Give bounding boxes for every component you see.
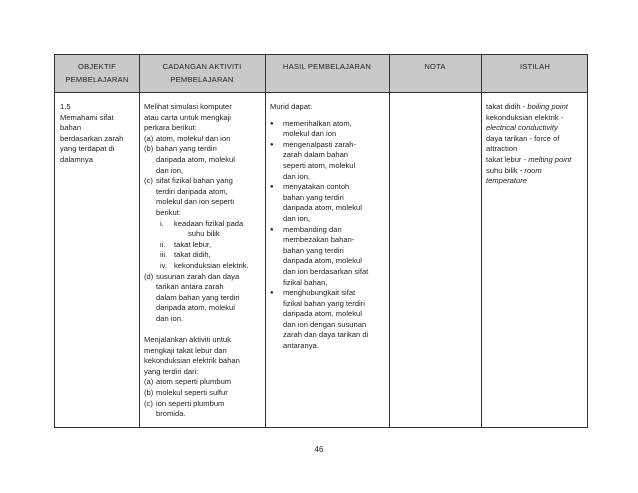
activity-intro: Melihat simulasi komputer — [144, 102, 232, 111]
objective-text: Memahami sifat — [60, 112, 114, 122]
header-objektif-line2: PEMBELAJARAN — [65, 75, 129, 84]
term-translation: boiling point — [527, 102, 568, 111]
term-text: daya tarikan - force of — [486, 133, 560, 143]
column-divider — [265, 55, 266, 427]
list-marker: (d) — [144, 271, 154, 281]
list-text: dan ion. — [156, 313, 184, 323]
bullet-icon: ● — [270, 184, 274, 191]
list-text: takat didih, — [174, 250, 211, 260]
list-marker: (b) — [144, 388, 154, 398]
objective-number: 1.5 — [60, 102, 71, 111]
list-text: dalam bahan yang terdiri — [156, 292, 240, 302]
list-text: zarah dan daya tarikan di — [283, 330, 369, 340]
list-text: terdiri daripada atom, — [156, 186, 228, 196]
list-item — [270, 182, 388, 224]
bullet-icon: ● — [270, 226, 274, 233]
list-item — [270, 140, 388, 182]
list-text: sifat fizikal bahan yang — [156, 176, 233, 186]
istilah-cell — [486, 102, 588, 187]
list-text: membanding dan — [283, 224, 342, 234]
table-header-row — [55, 55, 587, 93]
list-text: daripada atom, molekul — [156, 303, 235, 313]
header-cadangan-line2: PEMBELAJARAN — [170, 75, 234, 84]
bullet-icon: ● — [270, 290, 274, 297]
list-text: susunan zarah dan daya — [156, 271, 240, 281]
bullet-icon: ● — [270, 141, 274, 148]
list-item — [156, 219, 264, 240]
list-marker: (b) — [144, 144, 154, 154]
term-translation: room — [524, 165, 542, 175]
list-item — [156, 240, 264, 251]
list-item — [144, 272, 264, 325]
list-marker: iii. — [160, 250, 168, 260]
list-text: atom, molekul dan ion — [156, 133, 231, 143]
hasil-cell — [270, 102, 388, 352]
activity-list — [144, 377, 264, 419]
activity-intro: mengkaji takat lebur dan — [144, 345, 227, 355]
list-text: bahan yang terdiri — [283, 192, 344, 202]
term-line — [486, 166, 588, 177]
header-hasil: HASIL PEMBELAJARAN — [282, 62, 372, 71]
objective-text: dalamnya — [60, 154, 93, 164]
activity-intro: perkara berikut: — [144, 123, 197, 133]
list-item — [144, 134, 264, 145]
list-text: kekonduksian elektrik. — [174, 260, 249, 270]
cadangan-cell — [144, 102, 264, 420]
activity-intro: atau carta untuk mengkaji — [144, 112, 231, 122]
objective-text: bahan — [60, 123, 82, 133]
list-text: suhu bilik — [188, 229, 220, 239]
term-translation: attraction — [486, 144, 518, 154]
list-text: daripada atom, molekul — [156, 154, 235, 164]
list-text: zarah dalam bahan — [283, 150, 349, 160]
list-text: daripada atom, molekul — [283, 256, 362, 266]
list-item — [144, 176, 264, 271]
list-text: dan ion, — [156, 165, 184, 175]
list-item — [144, 399, 264, 420]
bullet-icon: ● — [270, 120, 274, 127]
activity-intro: kekonduksian elektrik bahan — [144, 356, 240, 366]
list-text: daripada atom, molekul — [283, 203, 362, 213]
term-line — [486, 155, 588, 166]
list-text: bahan yang terdiri — [283, 245, 344, 255]
list-text: menghubungkait sifat — [283, 288, 356, 298]
list-text: dan ion, — [283, 213, 311, 223]
list-marker: (a) — [144, 377, 154, 387]
term-text: takat lebur - — [486, 154, 529, 164]
list-item — [144, 388, 264, 399]
list-text: molekul dan ion — [283, 129, 337, 139]
list-text: ion seperti plumbum — [156, 398, 225, 408]
header-cadangan-line1: CADANGAN AKTIVITI — [162, 62, 242, 71]
list-text: bahan yang terdiri — [156, 144, 217, 154]
list-text: berikut: — [156, 207, 181, 217]
objective-text: yang terdapat di — [60, 144, 115, 154]
list-text: takat lebur, — [174, 239, 212, 249]
term-translation: electrical conductivity — [486, 123, 558, 133]
activity-intro: yang terdiri dari: — [144, 366, 199, 376]
list-text: memerihalkan atom, — [283, 118, 352, 128]
header-objektif-line1: OBJEKTIF — [78, 62, 116, 71]
list-text: seperti atom, molekul — [283, 160, 356, 170]
spacer — [144, 324, 264, 335]
term-text: takat didih - — [486, 102, 528, 111]
header-objektif — [55, 60, 139, 86]
list-marker: iv. — [160, 260, 168, 270]
term-translation: melting point — [528, 154, 572, 164]
list-marker: i. — [160, 218, 164, 228]
list-marker: (c) — [144, 176, 153, 186]
column-divider — [481, 55, 482, 427]
list-text: dan ion berdasarkan sifat — [283, 266, 369, 276]
list-item — [270, 225, 388, 289]
page-number: 46 — [314, 445, 324, 454]
term-line — [486, 102, 588, 113]
term-text: suhu bilik - — [486, 165, 525, 175]
list-text: fizikal bahan yang terdiri — [283, 298, 365, 308]
list-marker: ii. — [160, 239, 166, 249]
list-item — [144, 377, 264, 388]
list-item — [156, 250, 264, 261]
outcome-intro: Murid dapat: — [270, 102, 313, 111]
list-text: tarikan antara zarah — [156, 282, 224, 292]
objective-text: berdasarkan zarah — [60, 133, 124, 143]
list-text: dan ion, — [283, 171, 311, 181]
list-text: fizikal bahan, — [283, 277, 328, 287]
list-text: molekul seperti sulfur — [156, 388, 228, 398]
list-text: membezakan bahan- — [283, 235, 355, 245]
list-item — [270, 119, 388, 140]
list-text: keadaan fizikal pada — [174, 218, 244, 228]
list-text: daripada atom, molekul — [283, 309, 362, 319]
sub-list — [156, 219, 264, 272]
list-marker: (a) — [144, 133, 154, 143]
header-istilah: ISTILAH — [519, 62, 551, 71]
list-text: mengenalpasti zarah- — [283, 139, 357, 149]
term-text: kekonduksian elektrik - — [486, 112, 564, 122]
list-text: menyatakan contoh — [283, 182, 350, 192]
objektif-cell — [60, 102, 138, 166]
list-text: dan ion dengan susunan — [283, 319, 367, 329]
list-text: bromida. — [156, 409, 186, 419]
activity-intro: Menjalankan aktiviti untuk — [144, 335, 231, 345]
list-text: atom seperti plumbum — [156, 377, 232, 387]
syllabus-table — [54, 54, 588, 428]
list-item — [144, 144, 264, 176]
column-divider — [389, 55, 390, 427]
activity-list — [144, 134, 264, 325]
outcome-list — [270, 119, 388, 352]
column-divider — [139, 55, 140, 427]
header-cadangan — [139, 60, 265, 86]
list-marker: (c) — [144, 398, 153, 408]
term-translation: temperature — [486, 176, 527, 186]
list-text: antaranya. — [283, 341, 319, 351]
header-nota: NOTA — [424, 62, 446, 71]
list-item — [270, 288, 388, 352]
list-item — [156, 261, 264, 272]
list-text: molekul dan ion seperti — [156, 197, 235, 207]
